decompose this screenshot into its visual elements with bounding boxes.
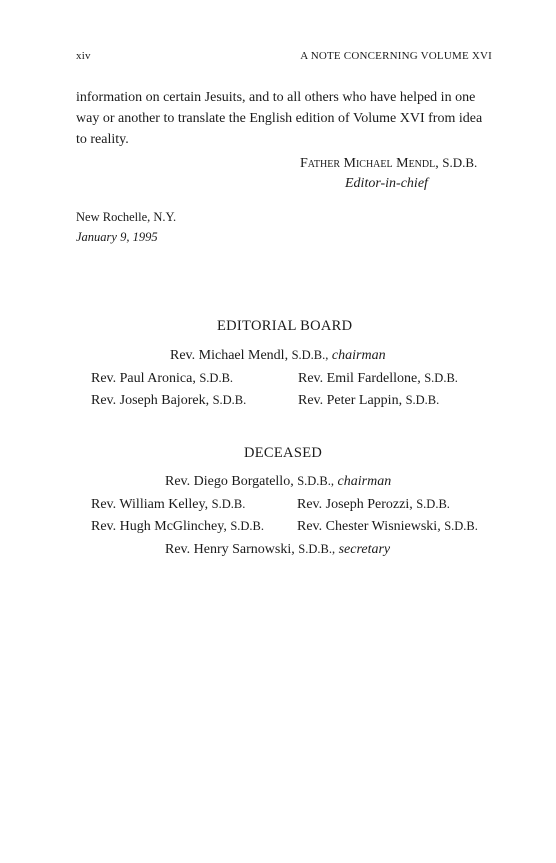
member-role: chairman [331, 348, 386, 363]
editorial-board-member [298, 393, 439, 409]
member-name: Rev. Diego Borgatello, [165, 474, 294, 489]
member-suffix: S.D.B. [212, 393, 247, 407]
member-role: chairman [337, 474, 392, 489]
signature-suffix: S.D.B. [442, 155, 478, 170]
editorial-board-chair [170, 348, 386, 364]
member-name: Rev. William Kelley, [91, 497, 209, 512]
member-suffix: S.D.B. [416, 497, 450, 511]
editorial-board-member [91, 393, 246, 409]
member-name: Rev. Paul Aronica, [91, 371, 196, 386]
member-role: secretary [338, 542, 391, 557]
deceased-secretary [165, 542, 390, 558]
member-suffix: S.D.B., [298, 542, 336, 556]
editorial-board-heading: EDITORIAL BOARD [217, 318, 353, 334]
signature-role: Editor-in-chief [345, 176, 428, 191]
deceased-member [91, 519, 264, 535]
member-name: Rev. Hugh McGlinchey, [91, 519, 227, 534]
signature-name-text: Father Michael Mendl, [300, 156, 439, 171]
deceased-heading: DECEASED [244, 445, 323, 461]
member-suffix: S.D.B. [444, 519, 478, 533]
signature-name [300, 155, 477, 172]
running-title: A NOTE CONCERNING VOLUME XVI [300, 50, 492, 62]
member-suffix: S.D.B., [297, 474, 335, 488]
body-line: way or another to translate the English edition of Volume XVI from idea [76, 111, 483, 126]
body-paragraph [76, 87, 496, 150]
deceased-member [297, 497, 450, 513]
body-line: information on certain Jesuits, and to all others who have helped in one [76, 90, 476, 105]
editorial-board-member [298, 371, 458, 387]
member-suffix: S.D.B. [199, 371, 234, 385]
member-suffix: S.D.B. [211, 497, 246, 511]
member-suffix: S.D.B. [405, 393, 440, 407]
member-suffix: S.D.B. [230, 519, 265, 533]
member-suffix: S.D.B., [291, 348, 329, 362]
member-name: Rev. Henry Sarnowski, [165, 542, 295, 557]
editorial-board-member [91, 371, 233, 387]
deceased-chair [165, 474, 391, 490]
member-name: Rev. Joseph Perozzi, [297, 497, 413, 512]
deceased-member [91, 497, 245, 513]
page-number: xiv [76, 50, 91, 62]
dateline-place: New Rochelle, N.Y. [76, 210, 177, 224]
dateline-date: January 9, 1995 [76, 230, 158, 244]
member-name: Rev. Chester Wisniewski, [297, 519, 441, 534]
deceased-member [297, 519, 478, 535]
member-name: Rev. Michael Mendl, [170, 348, 289, 363]
member-suffix: S.D.B. [424, 371, 458, 385]
body-line: to reality. [76, 132, 129, 147]
member-name: Rev. Peter Lappin, [298, 393, 403, 408]
member-name: Rev. Emil Fardellone, [298, 371, 421, 386]
member-name: Rev. Joseph Bajorek, [91, 393, 210, 408]
